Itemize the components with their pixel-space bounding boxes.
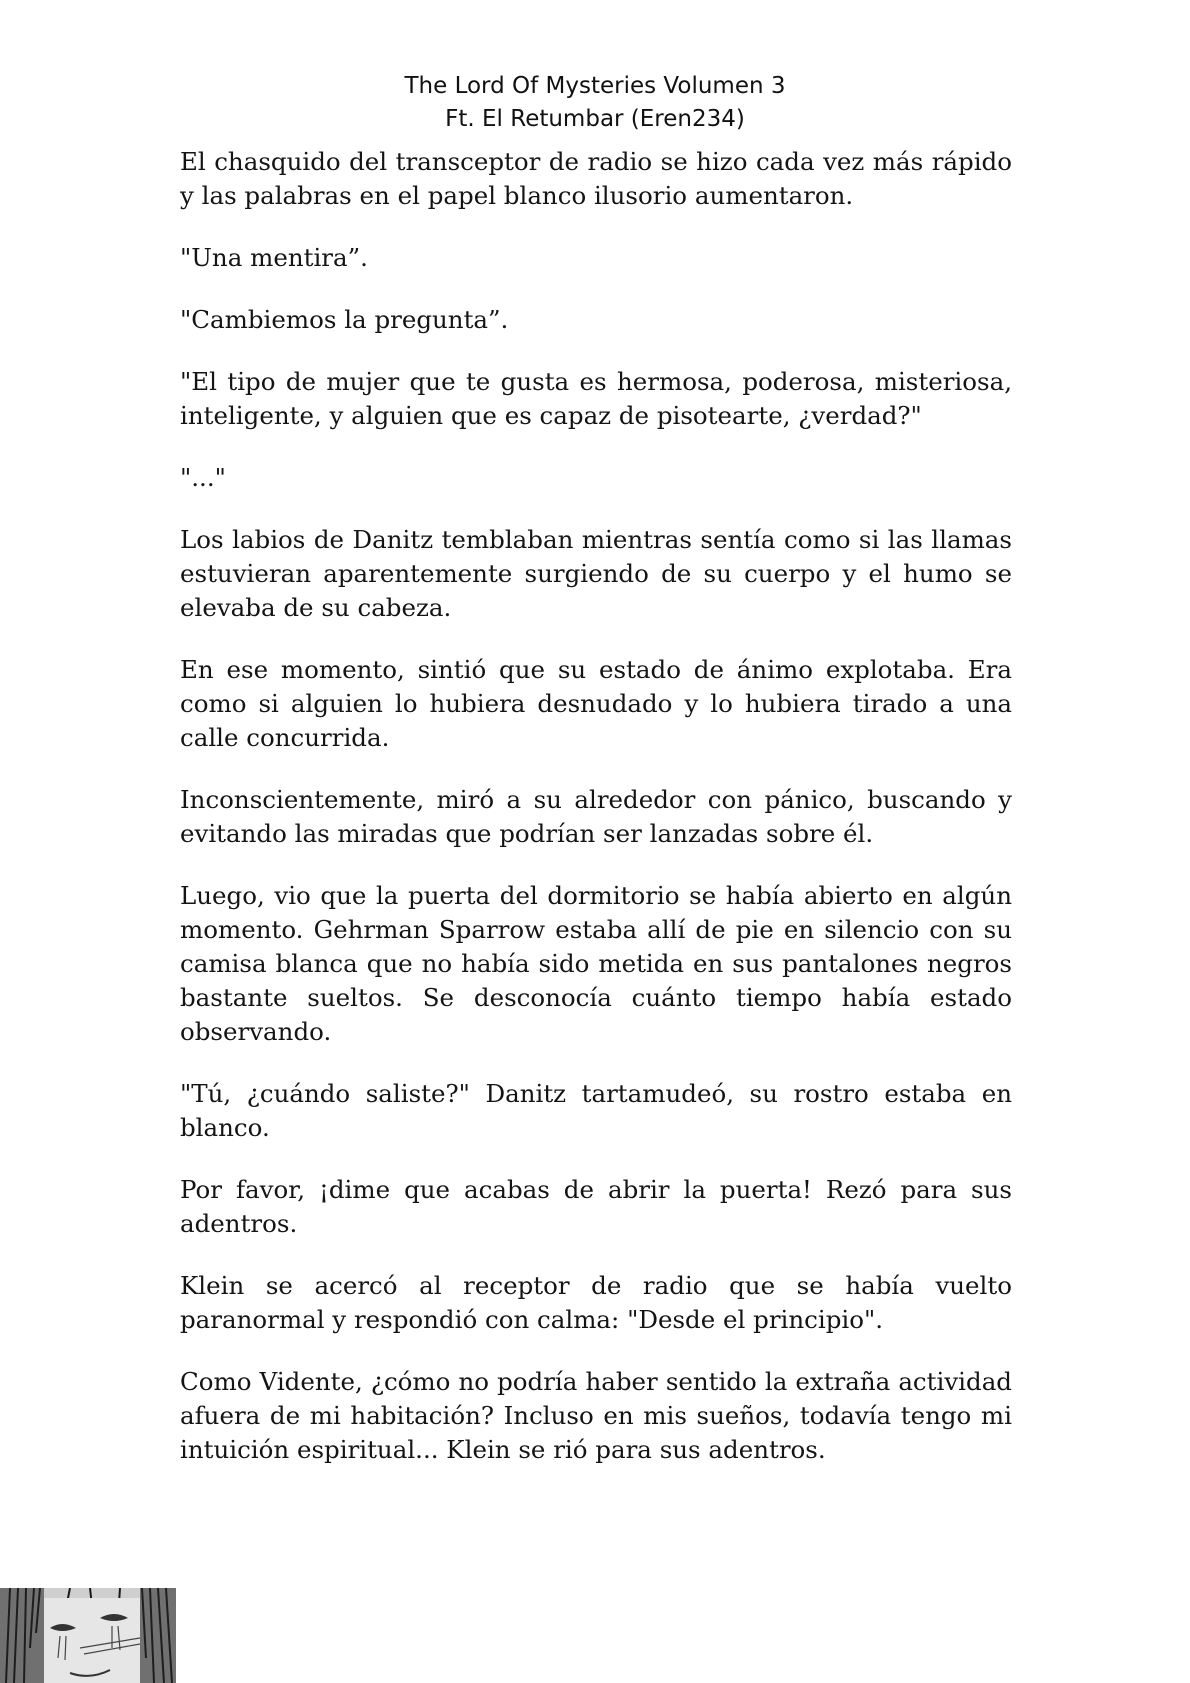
paragraph-2: "Una mentira”. bbox=[180, 243, 368, 272]
book-title: The Lord Of Mysteries Volumen 3 bbox=[404, 73, 786, 99]
page-header bbox=[0, 70, 1190, 136]
manga-portrait-icon bbox=[0, 1588, 176, 1683]
chapter-text bbox=[180, 145, 1012, 1495]
paragraph-11: Por favor, ¡dime que acabas de abrir la puerta! Rezó para sus adentros. bbox=[180, 1175, 1012, 1238]
paragraph-10: "Tú, ¿cuándo saliste?" Danitz tartamudeó, su rostro estaba en blanco. bbox=[180, 1079, 1012, 1142]
paragraph-12: Klein se acercó al receptor de radio que se había vuelto paranormal y respondió con calma: "Desde el principio". bbox=[180, 1271, 1012, 1334]
book-subtitle: Ft. El Retumbar (Eren234) bbox=[445, 106, 745, 132]
paragraph-9: Luego, vio que la puerta del dormitorio se había abierto en algún momento. Gehrman Sparrow estaba allí de pie en silencio con su camisa blanca que no había sido metida en sus pantalones negros bastante sueltos. Se desconocía cuánto tiempo había estado observando. bbox=[180, 881, 1012, 1046]
paragraph-7: En ese momento, sintió que su estado de ánimo explotaba. Era como si alguien lo hubiera desnudado y lo hubiera tirado a una calle concurrida. bbox=[180, 655, 1012, 752]
paragraph-3: "Cambiemos la pregunta”. bbox=[180, 305, 509, 334]
paragraph-8: Inconscientemente, miró a su alrededor con pánico, buscando y evitando las miradas que podrían ser lanzadas sobre él. bbox=[180, 785, 1012, 848]
paragraph-13: Como Vidente, ¿cómo no podría haber sentido la extraña actividad afuera de mi habitación? Incluso en mis sueños, todavía tengo mi intuición espiritual... Klein se rió para sus adentros. bbox=[180, 1367, 1012, 1464]
paragraph-5: "..." bbox=[180, 463, 226, 492]
paragraph-1: El chasquido del transceptor de radio se hizo cada vez más rápido y las palabras en el papel blanco ilusorio aumentaron. bbox=[180, 147, 1012, 210]
paragraph-4: "El tipo de mujer que te gusta es hermosa, poderosa, misteriosa, inteligente, y alguien que es capaz de pisotearte, ¿verdad?" bbox=[180, 367, 1012, 430]
paragraph-6: Los labios de Danitz temblaban mientras sentía como si las llamas estuvieran aparentemente surgiendo de su cuerpo y el humo se elevaba de su cabeza. bbox=[180, 525, 1012, 622]
